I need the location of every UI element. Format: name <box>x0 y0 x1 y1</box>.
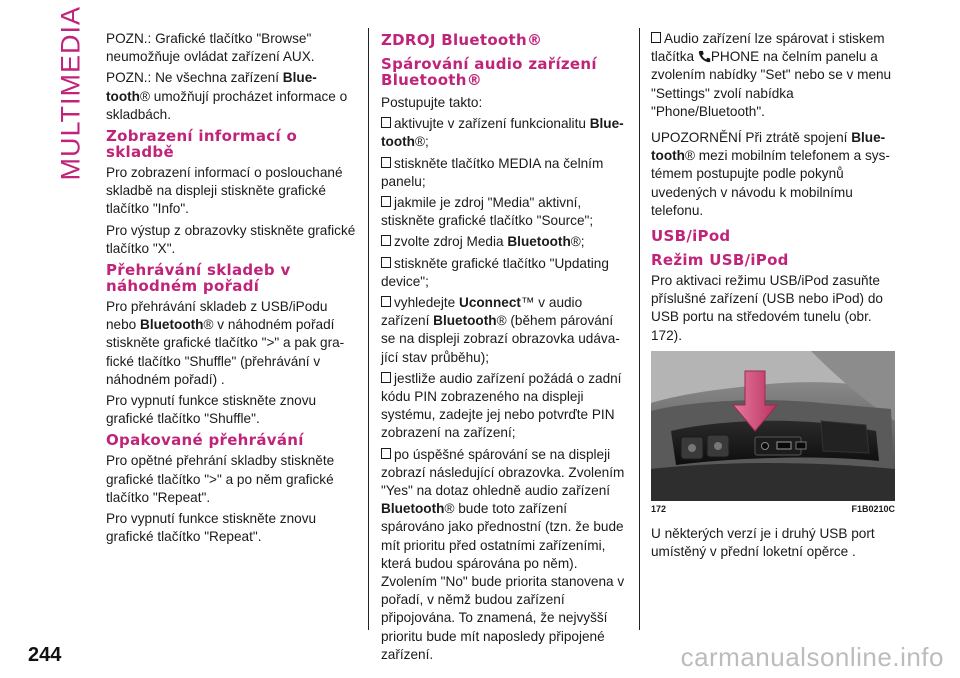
step-item: po úspěšné spárování se na displeji zobrazí následující obrazovka. Zvolením "Yes" na dotaz ohledně audio zařízení Bluetooth® bude toto zařízení spárováno jako přednostní (tzn. že bude mít prioritu před ostatními zařízeními, která budou spárována po něm). Zvolením "No" bude priorita stanovena v pořadí, v němž budou zařízení připojována. To znamená, že nejvyšší prioritu bude mít naposledy připojené zařízení. <box>381 446 625 662</box>
paragraph: Pro opětné přehrání skladby stiskněte grafické tlačítko ">" a po něm grafické tlačítko "Repeat". <box>106 453 335 505</box>
paragraph: U některých verzí je i druhý USB port umístěný v přední loketní opěrce . <box>651 525 875 560</box>
usb-port-figure <box>651 351 895 519</box>
phone-icon <box>698 50 711 63</box>
step-item: stiskněte grafické tlačítko "Updating device"; <box>381 255 609 289</box>
column-3 <box>651 30 903 564</box>
checkbox-bullet-icon <box>651 32 661 43</box>
checkbox-bullet-icon <box>381 117 391 128</box>
checkbox-bullet-icon <box>381 235 391 246</box>
figure-code: F1B0210C <box>851 503 895 514</box>
heading-shuffle: Přehrávání skladeb v náhodném pořadí <box>106 261 291 296</box>
step-item: jestliže audio zařízení požádá o zadní kódu PIN zobrazeného na displeji systému, zadejte jej nebo potvrďte PIN zobrazení na zařízení; <box>381 370 622 441</box>
step-item: zvolte zdroj Media Bluetooth®; <box>381 233 631 251</box>
checkbox-bullet-icon <box>381 448 391 459</box>
paragraph: Pro aktivaci režimu USB/iPod zasuňte příslušné zařízení (USB nebo iPod) do USB portu na středovém tunelu (obr. 172). <box>651 273 883 343</box>
watermark: carmanualsonline.info <box>680 642 944 672</box>
heading-usb-ipod: USB/iPod <box>651 227 731 246</box>
column-divider <box>368 28 369 630</box>
heading-track-info: Zobrazení informací o skladbě <box>106 127 298 162</box>
paragraph: Pro vypnutí funkce stiskněte znovu grafické tlačítko "Repeat". <box>106 511 317 545</box>
checkbox-bullet-icon <box>381 296 391 307</box>
step-item: vyhledejte Uconnect™ v audio zařízení Bluetooth® (během párování se na displeji zobrazí obrazovka udáva-jící stav průběhu); <box>381 295 620 365</box>
step-item: Audio zařízení lze spárovat i stiskem tlačítka PHONE na čelním panelu a zvolením nabídky "Set" nebo se v menu "Settings" zvolí nabídka "Phone/Bluetooth". <box>651 31 892 119</box>
page-number: 244 <box>28 644 62 666</box>
paragraph: Pro vypnutí funkce stiskněte znovu grafické tlačítko "Shuffle". <box>106 393 317 427</box>
figure-number: 172 <box>651 503 667 514</box>
column-2 <box>381 30 631 667</box>
paragraph: Postupujte takto: <box>381 95 483 110</box>
usb-port-photo <box>651 351 895 501</box>
checkbox-bullet-icon <box>381 372 391 383</box>
checkbox-bullet-icon <box>381 196 391 207</box>
note-browse: POZN.: Grafické tlačítko "Browse" neumožňuje ovládat zařízení AUX. <box>106 31 315 65</box>
paragraph: Pro výstup z obrazovky stiskněte grafické tlačítko "X". <box>106 222 356 256</box>
warning-note: UPOZORNĚNÍ Při ztrátě spojení Blue-tooth® mezi mobilním telefonem a sys-témem postupujte podle pokynů uvedených v návodu k mobilnímu telefonu. <box>651 130 890 218</box>
heading-usb-mode: Režim USB/iPod <box>651 251 789 270</box>
heading-pairing: Spárování audio zařízení Bluetooth® <box>381 55 597 89</box>
column-divider <box>639 28 640 630</box>
note-bluetooth: POZN.: Ne všechna zařízení Blue-tooth® umožňují procházet informace o skladbách. <box>106 70 348 122</box>
heading-repeat: Opakované přehrávání <box>106 431 304 450</box>
checkbox-bullet-icon <box>381 257 391 268</box>
paragraph: Pro zobrazení informací o poslouchané skladbě na displeji stiskněte grafické tlačítko "Info". <box>106 165 343 217</box>
column-1 <box>106 30 358 549</box>
paragraph: Pro přehrávání skladeb z USB/iPodu nebo Bluetooth® v náhodném pořadí stiskněte grafické tlačítko ">" a pak gra-fické tlačítko "Shuffle" (přehrávání v náhodném pořadí) . <box>106 299 345 387</box>
heading-bluetooth-source: ZDROJ Bluetooth® <box>381 31 543 49</box>
step-item: jakmile je zdroj "Media" aktivní, stiskněte grafické tlačítko "Source"; <box>381 195 594 229</box>
step-item: aktivujte v zařízení funkcionalitu Blue-tooth®; <box>381 116 624 150</box>
usb-port-illustration <box>651 351 895 501</box>
checkbox-bullet-icon <box>381 157 391 168</box>
step-item: stiskněte tlačítko MEDIA na čelním panelu; <box>381 155 604 189</box>
section-label: MULTIMEDIA <box>55 5 86 181</box>
